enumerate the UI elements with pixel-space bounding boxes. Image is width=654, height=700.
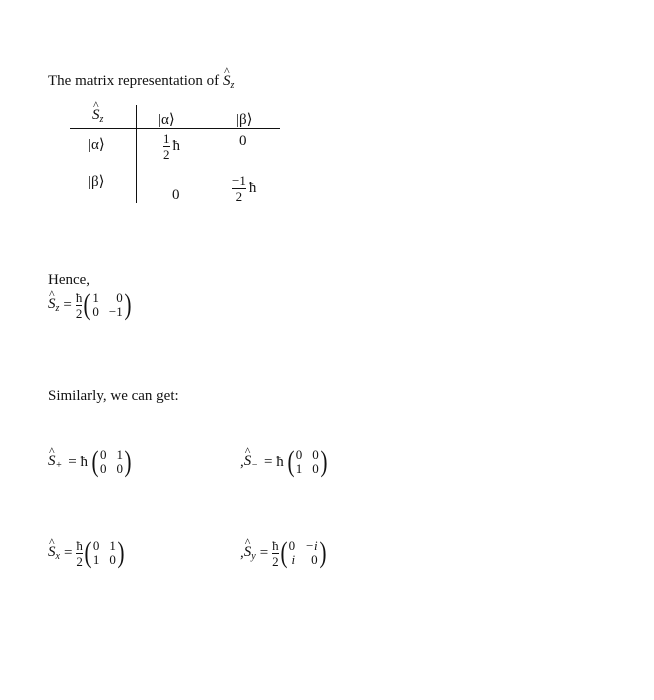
matrix-entry: 0 xyxy=(312,447,319,463)
matrix-entry: 0 xyxy=(109,552,116,567)
intro-text: The matrix representation of xyxy=(48,73,223,89)
corner-subscript: z xyxy=(99,114,104,125)
operator-subscript: + xyxy=(55,460,63,471)
operator-subscript: − xyxy=(251,460,258,471)
matrix-entry: 0 xyxy=(99,461,107,476)
cell-frac-num: 1 xyxy=(163,131,170,146)
cell-frac-num: −1 xyxy=(232,173,246,188)
s-plus-equation: ^ $S_+$ = ħ ( 0 1 0 0 ) xyxy=(48,447,133,477)
matrix-entry: 0 xyxy=(312,461,319,476)
sz-matrix xyxy=(92,291,122,318)
matrix-entry: 1 xyxy=(116,447,123,463)
coef-den: 2 xyxy=(272,553,279,569)
equals-hbar: = ħ xyxy=(68,453,88,470)
matrix-entry: 1 xyxy=(92,552,100,567)
coef-num: ħ xyxy=(75,289,83,305)
s-plus-matrix xyxy=(100,448,123,475)
corner-symbol: ^ S xyxy=(92,107,100,124)
cell-alpha-beta: 0 xyxy=(239,133,247,149)
matrix-entry: 0 xyxy=(295,447,303,463)
operator-subscript: x xyxy=(55,551,60,562)
operator-subscript: z xyxy=(55,303,60,314)
table-corner xyxy=(92,107,103,125)
row-header-alpha: |α⟩ xyxy=(88,137,105,153)
s-minus-matrix xyxy=(296,448,319,475)
s-y-equation: , ^ $S_y$ = $\frac{ħ}{2}$ ( 0 −i i 0 ) xyxy=(240,538,328,568)
comma-prefix: , xyxy=(240,453,244,470)
operator-symbol: ^ S xyxy=(244,544,252,561)
s-x-equation: ^ $S_x$ = $\frac{ħ}{2}$ ( 0 1 1 0 ) xyxy=(48,538,126,568)
s-x-matrix xyxy=(93,539,116,566)
cell-alpha-alpha xyxy=(163,130,180,161)
cell-frac-den: 2 xyxy=(235,189,243,204)
coef-num: ħ xyxy=(272,537,279,553)
similarly-label: Similarly, we can get: xyxy=(48,388,179,404)
matrix-entry: 0 xyxy=(311,552,318,567)
matrix-entry: 1 xyxy=(92,290,99,306)
matrix-table xyxy=(70,105,282,205)
operator-symbol: ^ S xyxy=(48,453,56,470)
operator-symbol: ^ S xyxy=(48,296,56,313)
matrix-entry: 0 xyxy=(288,538,296,554)
cell-frac-den: 2 xyxy=(163,147,170,162)
s-minus-equation: , ^ $S_-$ = ħ ( 0 0 1 0 ) xyxy=(240,447,329,477)
s-y-matrix xyxy=(289,539,318,566)
hence-label: Hence, xyxy=(48,272,91,288)
operator-symbol: ^ S xyxy=(223,73,231,90)
comma-prefix: , xyxy=(240,544,244,561)
operator-subscript: y xyxy=(251,551,256,562)
hbar-unit: ħ xyxy=(172,138,180,154)
coef-num: ħ xyxy=(76,537,83,553)
table-vertical-rule xyxy=(136,105,137,203)
matrix-entry: 0 xyxy=(99,447,107,463)
matrix-entry: −1 xyxy=(108,304,123,319)
cell-beta-beta xyxy=(232,172,256,203)
col-header-alpha: |α⟩ xyxy=(158,112,175,128)
equals-sign: = xyxy=(259,544,269,561)
matrix-entry: 1 xyxy=(109,538,116,554)
equals-sign: = xyxy=(63,544,73,561)
coef-den: 2 xyxy=(76,553,83,569)
coef-den: 2 xyxy=(75,305,83,321)
matrix-entry: −i xyxy=(305,538,318,554)
hbar-unit: ħ xyxy=(248,180,257,196)
matrix-entry: 0 xyxy=(92,538,100,554)
intro-line xyxy=(48,73,234,91)
operator-symbol: ^ S xyxy=(48,544,56,561)
equals-sign: = xyxy=(63,296,72,313)
operator-subscript: z xyxy=(230,80,235,91)
matrix-entry: 0 xyxy=(116,290,123,306)
operator-symbol: ^ S xyxy=(244,453,252,470)
col-header-beta: |β⟩ xyxy=(236,112,253,128)
matrix-entry: 1 xyxy=(295,461,303,476)
sz-equation: ^ $S_z$ = $\frac{ħ}{2}$ ( 1 0 0 −1 ) xyxy=(48,290,133,320)
matrix-entry: i xyxy=(291,552,296,567)
cell-beta-alpha: 0 xyxy=(172,187,180,203)
row-header-beta: |β⟩ xyxy=(88,174,105,190)
matrix-entry: 0 xyxy=(92,304,99,319)
matrix-entry: 0 xyxy=(116,461,123,476)
equals-hbar: = ħ xyxy=(264,453,284,470)
